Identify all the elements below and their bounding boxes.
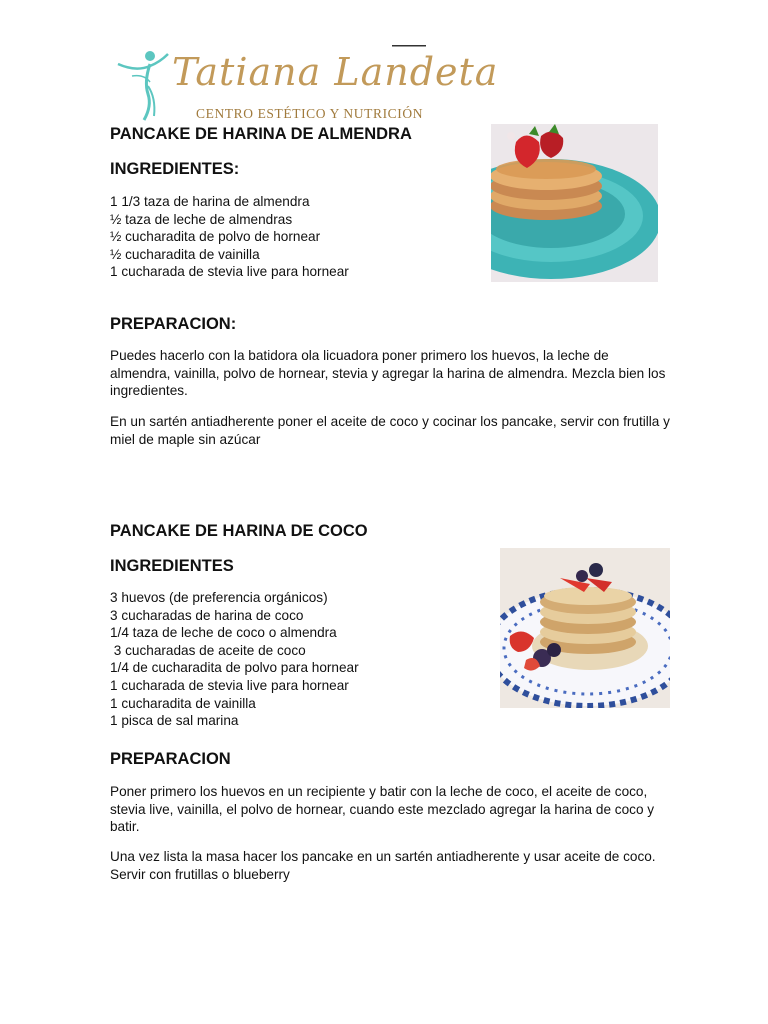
recipe1-ingredients-heading: INGREDIENTES:	[110, 160, 240, 178]
almond-pancake-photo	[491, 124, 658, 282]
list-item: 1 cucharadita de vainilla	[110, 695, 256, 711]
recipe2-title: PANCAKE DE HARINA DE COCO	[110, 522, 368, 540]
list-item: 3 huevos (de preferencia orgánicos)	[110, 590, 328, 605]
coconut-pancake-photo	[500, 548, 670, 708]
recipe2-ingredients-list	[110, 589, 359, 730]
list-item: ½ cucharadita de polvo de hornear	[110, 229, 321, 245]
list-item: 1/4 de cucharadita de polvo para hornear	[110, 660, 359, 676]
recipe1-preparation-heading: PREPARACION:	[110, 315, 237, 333]
recipe2-ingredients-heading: INGREDIENTES	[110, 557, 234, 575]
recipe2-preparation-step-2: Una vez lista la masa hacer los pancake en un sartén antiadherente y usar aceite de coco. Servir con frutillas o blueberry	[110, 849, 656, 882]
logo-accent-icon	[384, 44, 434, 48]
recipe2-preparation-step-1: Poner primero los huevos en un recipiente y batir con la leche de coco, el aceite de coco, stevia live, vainilla, el polvo de hornear, cuando este mezclado agregar la harina de coco y batir.	[110, 784, 655, 835]
list-item: 1/4 taza de leche de coco o almendra	[110, 625, 337, 641]
list-item: 1 1/3 taza de harina de almendra	[110, 194, 310, 209]
recipe1-preparation-step-2: En un sartén antiadherente poner el aceite de coco y cocinar los pancake, servir con frutilla y miel de maple sin azúcar	[110, 414, 670, 447]
dancer-figure-icon	[114, 46, 170, 122]
list-item: 1 cucharada de stevia live para hornear	[110, 264, 349, 280]
logo-name: Tatiana Landeta	[172, 50, 499, 94]
recipe1-preparation-step-1: Puedes hacerlo con la batidora ola licuadora poner primero los huevos, la leche de almendra, vainilla, polvo de hornear, stevia y agregar la harina de almendra. Mezcla bien los ingredientes.	[110, 348, 666, 399]
list-item: 1 cucharada de stevia live para hornear	[110, 677, 349, 693]
logo-subtitle: CENTRO ESTÉTICO Y NUTRICIÓN	[196, 106, 424, 121]
recipe2-preparation-heading: PREPARACION	[110, 750, 231, 768]
recipe1-ingredients-list	[110, 193, 349, 281]
recipe1-title: PANCAKE DE HARINA DE ALMENDRA	[110, 125, 412, 143]
brand-logo	[112, 44, 499, 128]
list-item: 1 pisca de sal marina	[110, 713, 239, 729]
list-item: 3 cucharadas de aceite de coco	[110, 642, 306, 658]
list-item: 3 cucharadas de harina de coco	[110, 607, 304, 623]
list-item: ½ taza de leche de almendras	[110, 211, 293, 227]
list-item: ½ cucharadita de vainilla	[110, 246, 260, 262]
